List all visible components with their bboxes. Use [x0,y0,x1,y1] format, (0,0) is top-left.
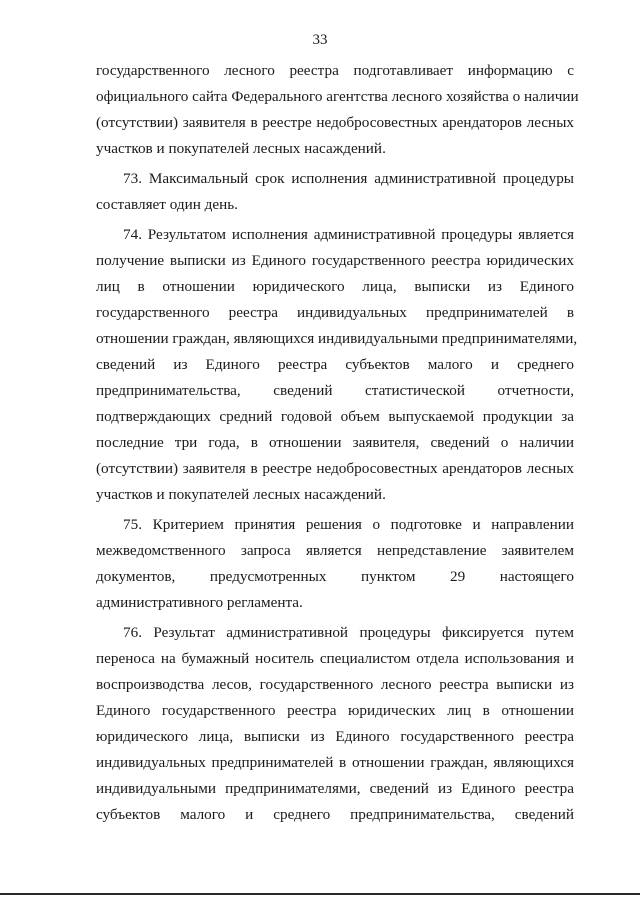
text-line: юридического лица, выписки из Единого государственного реестра [96,728,574,745]
text-line: 74. Результатом исполнения административной процедуры является [123,226,574,243]
text-line: документов, предусмотренных пунктом 29 настоящего [96,568,574,585]
text-line: воспроизводства лесов, государственного лесного реестра выписки из [96,676,574,693]
paragraph-p-74 [96,222,578,508]
text-line: сведений из Единого реестра субъектов малого и среднего [96,356,574,373]
text-line: 76. Результат административной процедуры фиксируется путем [123,624,574,641]
text-line: последние три года, в отношении заявителя, сведений о наличии [96,434,574,451]
text-line: межведомственного запроса является непредставление заявителем [96,542,574,559]
paragraph-p-75 [96,512,574,616]
text-line: участков и покупателей лесных насаждений. [96,486,386,503]
text-line: 75. Критерием принятия решения о подготовке и направлении [123,516,574,533]
paragraph-p-73 [96,166,574,218]
text-line: предпринимательства, сведений статистической отчетности, [96,382,574,399]
text-line: (отсутствии) заявителя в реестре недобросовестных арендаторов лесных [96,114,574,131]
paragraph-p-continued [96,58,579,162]
text-line: переноса на бумажный носитель специалистом отдела использования и [96,650,574,667]
text-line: составляет один день. [96,196,238,213]
document-body [96,58,579,828]
text-line: участков и покупателей лесных насаждений. [96,140,386,157]
text-line: Единого государственного реестра юридических лиц в отношении [96,702,574,719]
text-line: государственного реестра индивидуальных предпринимателей в [96,304,574,321]
text-line: (отсутствии) заявителя в реестре недобросовестных арендаторов лесных [96,460,574,477]
text-line: государственного лесного реестра подготавливает информацию с [96,62,574,79]
text-line: официального сайта Федерального агентства лесного хозяйства о наличии [96,88,579,105]
page-number: 33 [312,32,328,48]
text-line: получение выписки из Единого государственного реестра юридических [96,252,574,269]
page-bottom-edge [0,893,640,895]
text-line: индивидуальными предпринимателями, сведений из Единого реестра [96,780,574,797]
text-line: лиц в отношении юридического лица, выписки из Единого [96,278,574,295]
text-line: отношении граждан, являющихся индивидуальными предпринимателями, [96,330,578,347]
paragraph-p-76 [96,620,574,828]
text-line: 73. Максимальный срок исполнения административной процедуры [123,170,574,187]
text-line: субъектов малого и среднего предпринимательства, сведений [96,806,574,823]
text-line: подтверждающих средний годовой объем выпускаемой продукции за [96,408,574,425]
text-line: административного регламента. [96,594,303,611]
text-line: индивидуальных предпринимателей в отношении граждан, являющихся [96,754,574,771]
